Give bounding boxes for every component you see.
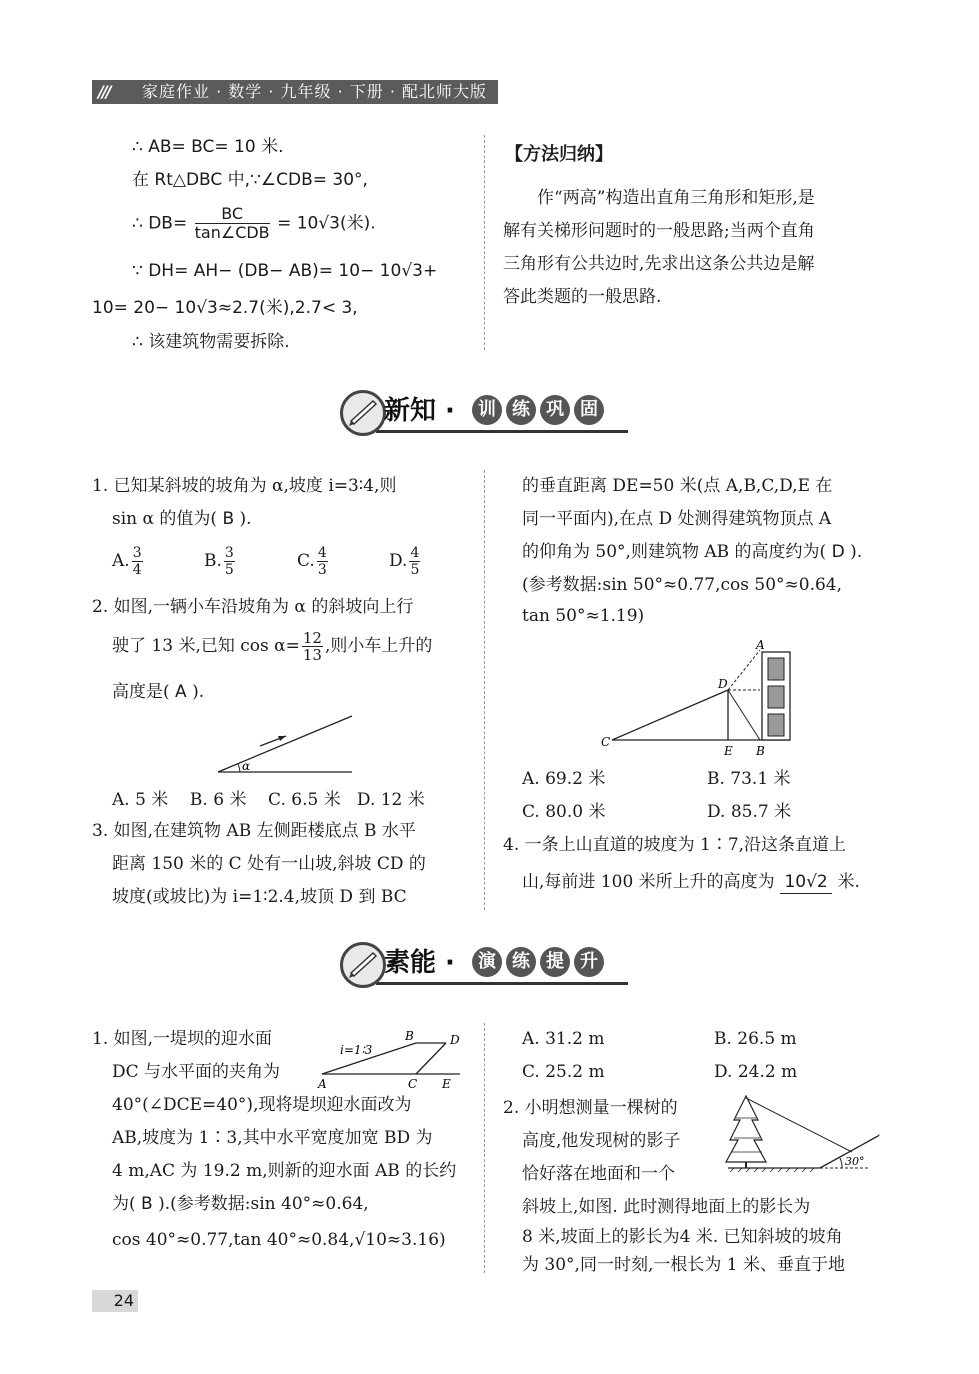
q3-option-a: A. 69.2 米 (522, 769, 606, 789)
q3-right-2: 同一平面内),在点 D 处测得建筑物顶点 A (522, 509, 832, 529)
q3-right-3 (522, 536, 862, 569)
q2-alpha-label: α (242, 759, 251, 773)
q3-label-b: B (756, 744, 765, 758)
q2-options: A. 5 米 B. 6 米 C. 6.5 米 D. 12 米 (112, 790, 425, 810)
banner-char: 练 (506, 395, 536, 425)
solution-l3-post: = 10√3(米). (277, 213, 376, 234)
p1-option-d: D. 24.2 m (714, 1062, 798, 1082)
header-bar (92, 80, 498, 104)
q4-line-2 (522, 866, 860, 899)
p1-line-6 (112, 1188, 369, 1221)
q2-stem-mid: ,则小车上升的 (324, 636, 433, 656)
p2-line-1: 2. 小明想测量一棵树的 (503, 1098, 678, 1118)
q2-stem-end: 高度是( (112, 682, 170, 702)
q3-label-e: E (724, 744, 733, 758)
solution-line-6: ∴ 该建筑物需要拆除. (132, 332, 290, 352)
q3-option-b: B. 73.1 米 (707, 769, 791, 789)
q2-stem: 驶了 13 米,已知 cos α= (112, 636, 300, 656)
p2-line-6: 为 30°,同一时刻,一根长为 1 米、垂直于地 (522, 1255, 845, 1275)
q2-frac-num: 12 (302, 629, 322, 647)
p1-option-a: A. 31.2 m (522, 1029, 605, 1049)
q3-option-c: C. 80.0 米 (522, 802, 606, 822)
q4-answer: 10√2 (780, 871, 832, 894)
q3-line-2: 距离 150 米的 C 处有一山坡,斜坡 CD 的 (112, 854, 426, 874)
solution-line-1: ∴ AB= BC= 10 米. (132, 137, 284, 157)
q3-label-d: D (718, 677, 728, 691)
p2-angle-label: 30° (845, 1155, 865, 1168)
q1-line-1: 1. 已知某斜坡的坡角为 α,坡度 i=3∶4,则 (92, 476, 397, 496)
q3-stem: 的仰角为 50°,则建筑物 AB 的高度约为( (522, 542, 827, 562)
q1-option-d (389, 545, 422, 578)
method-title: 【方法归纳】 (505, 144, 613, 165)
header-title: 家庭作业 · 数学 · 九年级 · 下册 · 配北师大版 (142, 82, 488, 101)
option-num: 3 (224, 545, 234, 561)
method-line-2: 解有关梯形问题时的一般思路;当两个直角 (503, 221, 815, 241)
option-num: 4 (410, 545, 420, 561)
p1-line-1: 1. 如图,一堤坝的迎水面 (92, 1029, 273, 1049)
p1-dam-figure (312, 1026, 472, 1092)
q2-answer: A (175, 682, 187, 702)
option-num: 4 (317, 545, 327, 561)
banner-char: 升 (574, 947, 604, 977)
header-slashes-icon: /// (98, 82, 110, 101)
p1-answer: B (141, 1194, 153, 1214)
p1-line-3: 40°(∠DCE=40°),现将堤坝迎水面改为 (112, 1095, 412, 1115)
p1-label-b: B (405, 1029, 414, 1043)
p1-option-c: C. 25.2 m (522, 1062, 605, 1082)
q2-line-3 (112, 676, 204, 709)
solution-line-2: 在 Rt△DBC 中,∵∠CDB= 30°, (132, 170, 368, 190)
section-banner-new-knowledge (340, 388, 640, 434)
option-den: 4 (132, 562, 142, 578)
p1-line-5: 4 m,AC 为 19.2 m,则新的迎水面 AB 的长约 (112, 1161, 457, 1181)
q3-building-figure (598, 636, 803, 761)
q3-line-3: 坡度(或坡比)为 i=1∶2.4,坡顶 D 到 BC (112, 887, 407, 907)
q3-right-5: tan 50°≈1.19) (522, 606, 645, 626)
p2-tree-figure (722, 1092, 882, 1174)
q3-line-1: 3. 如图,在建筑物 AB 左侧距楼底点 B 水平 (92, 821, 416, 841)
q1-answer: B (222, 509, 235, 529)
banner-main-text: 素能 · (384, 948, 455, 978)
fraction-num: BC (195, 205, 270, 224)
method-line-3: 三角形有公共边时,先求出这条公共边是解 (503, 254, 815, 274)
section-banner-ability (340, 940, 640, 986)
q1-line-2 (112, 503, 252, 536)
column-divider-mid (484, 470, 485, 910)
p1-label-c: C (408, 1077, 418, 1091)
solution-line-4: ∵ DH= AH− (DB− AB)= 10− 10√3+ (132, 261, 438, 281)
q2-slope-figure (210, 708, 360, 778)
q1-stem-end: ). (239, 509, 252, 529)
solution-l3-pre: ∴ DB= (132, 213, 188, 234)
q1-option-label: A. (112, 551, 130, 571)
q2-line-2 (112, 630, 432, 663)
option-num: 3 (132, 545, 142, 561)
q3-right-1: 的垂直距离 DE=50 米(点 A,B,C,D,E 在 (522, 476, 833, 496)
pencil-book-icon (340, 942, 386, 988)
q2-line-1: 2. 如图,一辆小车沿坡角为 α 的斜坡向上行 (92, 597, 414, 617)
fraction-den: tan∠CDB (194, 223, 270, 242)
banner-underline (376, 982, 628, 985)
p1-line-7: cos 40°≈0.77,tan 40°≈0.84,√10≈3.16) (112, 1230, 446, 1250)
q3-answer: D (831, 542, 845, 562)
q1-option-c (297, 545, 330, 578)
p1-stem: 为( (112, 1194, 136, 1214)
banner-char: 演 (472, 947, 502, 977)
banner-main-text: 新知 · (384, 396, 455, 426)
q1-option-label: C. (297, 551, 315, 571)
p2-line-4: 斜坡上,如图. 此时测得地面上的影长为 (522, 1197, 811, 1217)
q1-option-a (112, 545, 145, 578)
option-den: 5 (224, 562, 234, 578)
q3-option-d: D. 85.7 米 (707, 802, 792, 822)
p2-line-5: 8 米,坡面上的影长为4 米. 已知斜坡的坡角 (522, 1227, 843, 1247)
solution-line-5: 10= 20− 10√3≈2.7(米),2.7< 3, (92, 298, 358, 318)
p1-label-d: D (450, 1033, 460, 1047)
q1-option-b (204, 545, 237, 578)
q1-stem: sin α 的值为( (112, 509, 218, 529)
q3-label-a: A (756, 638, 765, 652)
p1-line-2: DC 与水平面的夹角为 (112, 1062, 281, 1082)
banner-underline (376, 430, 628, 433)
banner-char: 训 (472, 395, 502, 425)
q4-stem: 山,每前进 100 米所上升的高度为 (522, 872, 775, 892)
solution-line-3 (132, 205, 376, 242)
p1-label-e: E (442, 1077, 451, 1091)
solution-fraction (195, 205, 270, 242)
q1-option-label: D. (389, 551, 408, 571)
method-line-1: 作“两高”构造出直角三角形和矩形,是 (537, 188, 815, 208)
q4-stem-end: 米. (837, 872, 860, 892)
q2-stem-close: ). (192, 682, 205, 702)
p1-option-b: B. 26.5 m (714, 1029, 797, 1049)
method-line-4: 答此类题的一般思路. (503, 287, 662, 307)
p1-line-4: AB,坡度为 1∶3,其中水平宽度加宽 BD 为 (112, 1128, 433, 1148)
p1-label-a: A (318, 1077, 327, 1091)
column-divider-top (484, 135, 485, 350)
banner-char: 练 (506, 947, 536, 977)
q2-frac-den: 13 (302, 646, 322, 664)
q3-right-4: (参考数据:sin 50°≈0.77,cos 50°≈0.64, (522, 575, 843, 595)
q4-line-1: 4. 一条上山直道的坡度为 1∶7,沿这条直道上 (503, 835, 847, 855)
p1-slope-label: i=1∶3 (340, 1043, 373, 1057)
column-divider-bottom (484, 1023, 485, 1273)
p2-line-2: 高度,他发现树的影子 (522, 1131, 681, 1151)
q3-stem-end: ). (850, 542, 863, 562)
option-den: 5 (410, 562, 420, 578)
pencil-book-icon (340, 390, 386, 436)
q3-label-c: C (601, 735, 611, 749)
p1-stem-end: ).(参考数据:sin 40°≈0.64, (158, 1194, 369, 1214)
banner-char: 固 (574, 395, 604, 425)
page-number: 24 (92, 1290, 138, 1312)
banner-char: 巩 (540, 395, 570, 425)
banner-char: 提 (540, 947, 570, 977)
option-den: 3 (317, 562, 327, 578)
p2-line-3: 恰好落在地面和一个 (522, 1164, 675, 1184)
q1-option-label: B. (204, 551, 222, 571)
